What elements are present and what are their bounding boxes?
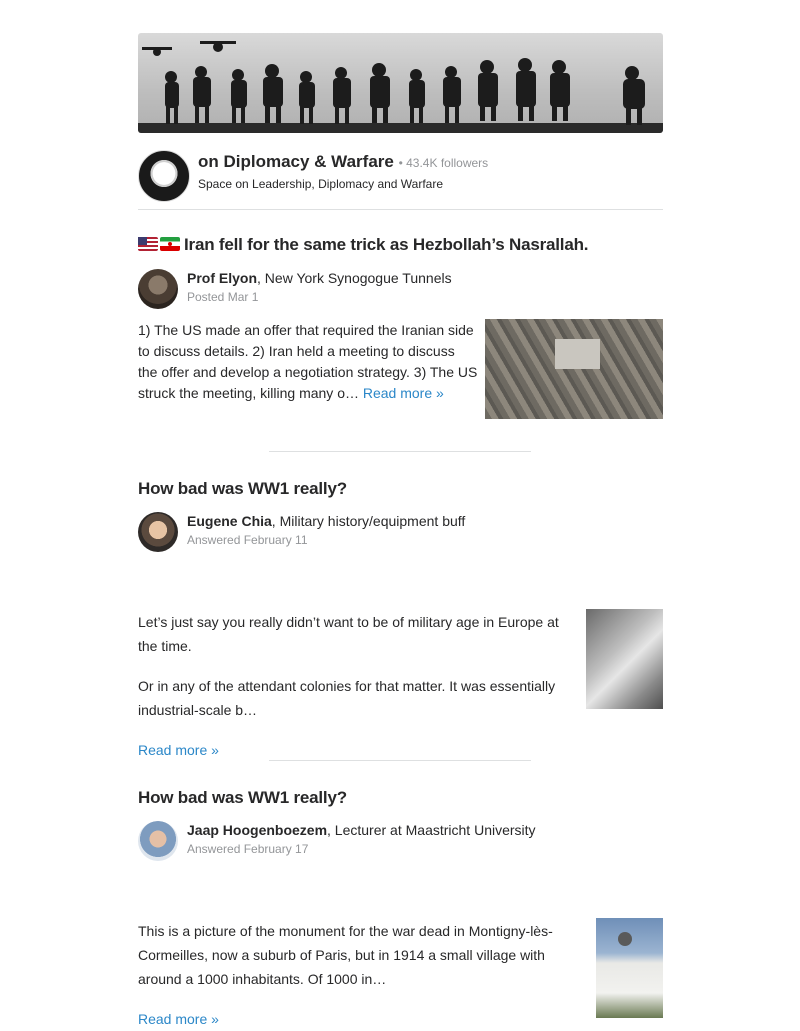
post-date[interactable]: Posted Mar 1 [187, 290, 259, 304]
author-credential: , New York Synogogue Tunnels [257, 270, 452, 286]
post-title-text[interactable]: Iran fell for the same trick as Hezbollah’s Nasrallah. [184, 235, 589, 254]
space-followers: • 43.4K followers [398, 156, 489, 170]
author-line [187, 822, 536, 838]
read-more-link[interactable]: Read more » [138, 742, 219, 758]
post-date[interactable]: Answered February 17 [187, 842, 309, 856]
author-credential: , Military history/equipment buff [271, 513, 466, 529]
read-more-link[interactable]: Read more » [362, 385, 444, 401]
space-avatar[interactable] [138, 150, 190, 202]
space-info [138, 150, 663, 202]
iran-flag-icon [160, 237, 180, 251]
header-divider [138, 209, 663, 210]
feed [138, 33, 663, 1027]
post-thumbnail[interactable] [485, 319, 663, 419]
author-credential: , Lecturer at Maastricht University [327, 822, 536, 838]
avatar[interactable] [138, 512, 178, 552]
read-more-link[interactable]: Read more » [138, 1011, 219, 1027]
post-title[interactable]: How bad was WW1 really? [138, 479, 347, 498]
post-divider [269, 451, 531, 452]
us-flag-icon [138, 237, 158, 251]
post-body-text: 1) The US made an offer that required the Iranian side to discuss details. 2) Iran held a meeting to discuss the offer and develop a negotiation strategy. 3) The US struck the meeting, killing many o… [138, 322, 478, 401]
post-ww1-eugene [138, 479, 663, 758]
post-body[interactable] [138, 320, 478, 404]
author-name[interactable]: Eugene Chia [187, 513, 272, 529]
space-title[interactable] [198, 152, 488, 172]
space-name[interactable]: on Diplomacy & Warfare [198, 152, 394, 171]
space-description: Space on Leadership, Diplomacy and Warfare [198, 177, 444, 191]
space-banner-image[interactable] [138, 33, 663, 133]
post-body-p1[interactable]: Let’s just say you really didn’t want to be of military age in Europe at the time. [138, 614, 559, 654]
post-divider [269, 760, 531, 761]
author-name[interactable]: Prof Elyon [187, 270, 258, 286]
author-line [187, 513, 465, 529]
avatar[interactable] [138, 821, 178, 861]
post-body[interactable]: This is a picture of the monument for the war dead in Montigny-lès-Cormeilles, now a suburb of Paris, but in 1914 a small village with around a 1000 inhabitants. Of 1000 in… [138, 923, 553, 987]
post-thumbnail[interactable] [596, 918, 663, 1018]
avatar[interactable] [138, 269, 178, 309]
author-row [138, 269, 663, 311]
post-body-p2[interactable]: Or in any of the attendant colonies for that matter. It was essentially industrial-scale b… [138, 678, 556, 718]
author-line [187, 270, 452, 286]
author-row [138, 512, 663, 554]
post-iran [138, 235, 663, 401]
author-row [138, 821, 663, 863]
post-title[interactable] [138, 235, 663, 255]
post-thumbnail[interactable] [586, 609, 663, 709]
post-ww1-jaap [138, 788, 663, 1027]
post-title[interactable]: How bad was WW1 really? [138, 788, 347, 807]
post-date[interactable]: Answered February 11 [187, 533, 308, 547]
author-name[interactable]: Jaap Hoogenboezem [187, 822, 328, 838]
soldiers-silhouette-icon [138, 33, 663, 133]
